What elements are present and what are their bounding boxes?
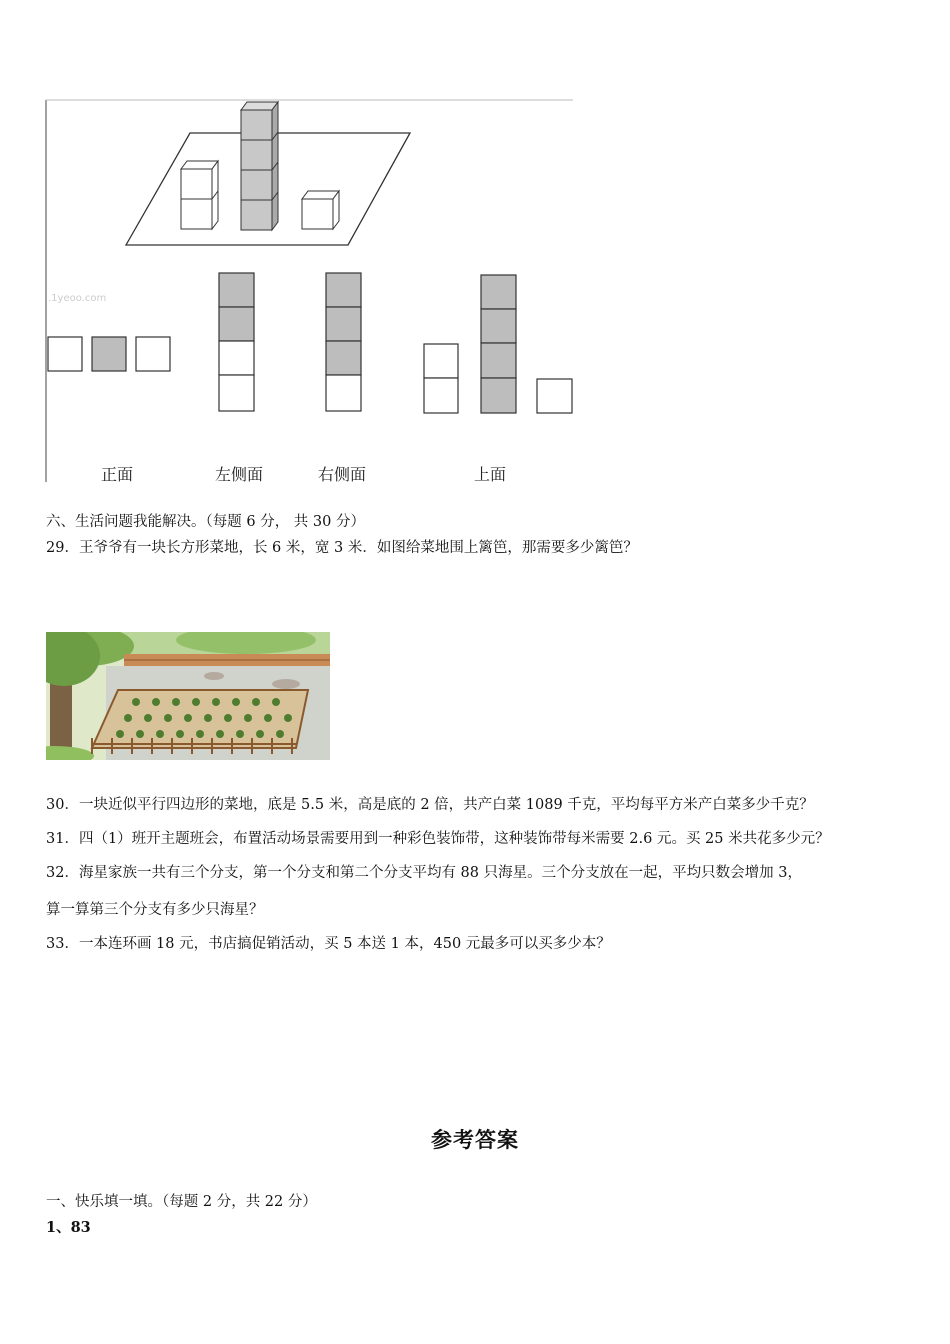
section-6-heading: 六、生活问题我能解决。（每题 6 分， 共 30 分）	[46, 514, 365, 530]
view-label-front: 正面	[101, 465, 134, 484]
watermark: .1yeoo.com	[48, 293, 107, 304]
question-32-line-1: 32．海星家族一共有三个分支，第一个分支和第二个分支平均有 88 只海星。三个分支放在一起，平均只数会增加 3，	[46, 865, 802, 881]
cube-stack-2	[181, 161, 218, 229]
view-label-top: 上面	[474, 465, 507, 484]
view-label-left-side: 左侧面	[215, 465, 264, 484]
top-view-squares	[424, 275, 572, 413]
question-32-line-2: 算一算第三个分支有多少只海星？	[46, 902, 264, 918]
answer-item-1: 1、83	[46, 1219, 91, 1236]
answers-section-1: 一、快乐填一填。（每题 2 分，共 22 分）	[46, 1194, 317, 1210]
left-view-squares	[219, 273, 254, 411]
cube-views-figure	[40, 95, 580, 490]
cube-stack-4	[241, 102, 278, 230]
right-view-squares	[326, 273, 361, 411]
cube-single	[302, 191, 339, 229]
question-31: 31．四（1）班开主题班会，布置活动场景需要用到一种彩色装饰带，这种装饰带每米需要 2.6 元。买 25 米共花多少元？	[46, 831, 830, 847]
answers-title: 参考答案	[431, 1128, 519, 1152]
front-view-squares	[48, 337, 170, 371]
vegetable-garden-illustration	[46, 632, 330, 760]
question-33: 33．一本连环画 18 元，书店搞促销活动，买 5 本送 1 本，450 元最多可以买多少本？	[46, 936, 611, 952]
question-30: 30．一块近似平行四边形的菜地，底是 5.5 米，高是底的 2 倍，共产白菜 1089 千克，平均每平方米产白菜多少千克？	[46, 797, 814, 813]
view-label-right-side: 右侧面	[318, 465, 367, 484]
question-29: 29．王爷爷有一块长方形菜地，长 6 米，宽 3 米．如图给菜地围上篱笆，那需要多少篱笆？	[46, 540, 638, 556]
